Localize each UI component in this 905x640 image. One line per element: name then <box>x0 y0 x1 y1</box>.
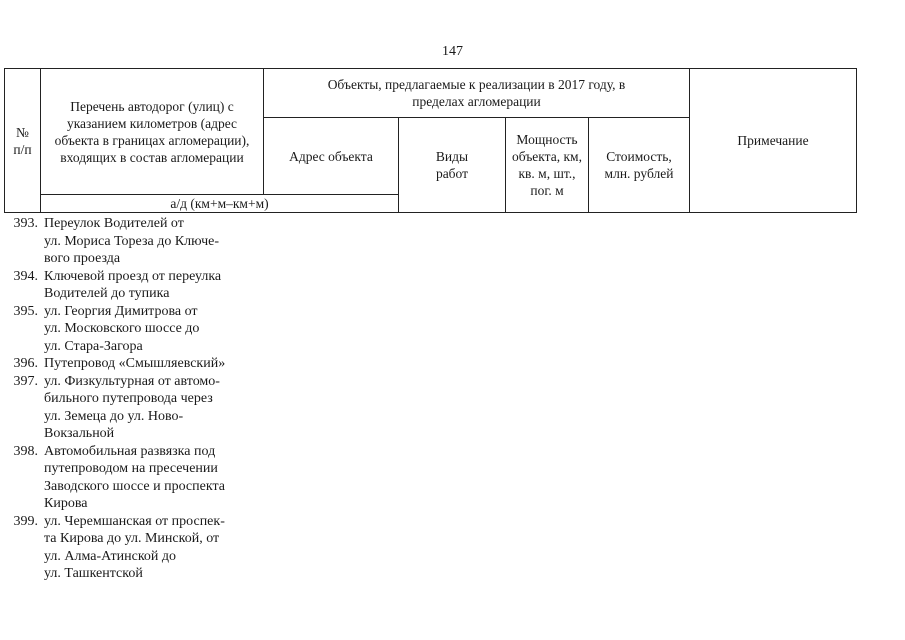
entry-text: Путепровод «Смышляевский» <box>44 356 226 371</box>
entry-text: Переулок Водителей от ул. Мориса Тореза до Ключе- вого проезда <box>44 216 219 266</box>
header-objects-group: Объекты, предлагаемые к реализации в 2017 году, в пределах агломерации <box>263 68 690 118</box>
list-item <box>4 443 264 513</box>
header-number-column: № п/п <box>4 68 41 213</box>
entry-number: 394. <box>13 268 38 284</box>
entry-number: 399. <box>13 513 38 529</box>
entry-text: ул. Физкультурная от автомо- бильного путепровода через ул. Земеца до ул. Ново- Вокзальной <box>44 373 220 441</box>
list-item <box>4 373 264 443</box>
list-item <box>4 215 264 268</box>
entries-list <box>4 215 264 583</box>
header-cost-column: Стоимость, млн. рублей <box>588 117 690 213</box>
header-capacity-column: Мощность объекта, км, кв. м, шт., пог. м <box>505 117 589 213</box>
table-header <box>4 68 809 213</box>
header-note-column: Примечание <box>689 68 857 213</box>
entry-text: Автомобильная развязка под путепроводом на пресечении Заводского шоссе и проспекта Кирова <box>44 443 225 511</box>
entry-text: ул. Георгия Димитрова от ул. Московского шоссе до ул. Стара-Загора <box>44 303 200 354</box>
header-roads-units: а/д (км+м–км+м) <box>40 194 399 213</box>
header-works-column: Виды работ <box>398 117 506 213</box>
entry-number: 398. <box>13 443 38 459</box>
entry-text: ул. Черемшанская от проспек- та Кирова до ул. Минской, от ул. Алма-Атинской до ул. Ташкентской <box>44 513 225 581</box>
entry-number: 393. <box>13 216 38 231</box>
header-address-column: Адрес объекта <box>263 117 399 195</box>
list-item <box>4 355 264 373</box>
list-item <box>4 513 264 583</box>
header-roads-column: Перечень автодорог (улиц) с указанием километров (адрес объекта в границах агломерации), входящих в состав агломерации <box>40 68 264 195</box>
entry-number: 396. <box>13 356 38 371</box>
list-item <box>4 303 264 356</box>
entry-text: Ключевой проезд от переулка Водителей до тупика <box>44 268 222 301</box>
page-number: 147 <box>442 44 463 59</box>
list-item <box>4 268 264 303</box>
entry-number: 397. <box>13 373 38 389</box>
entry-number: 395. <box>13 303 38 319</box>
